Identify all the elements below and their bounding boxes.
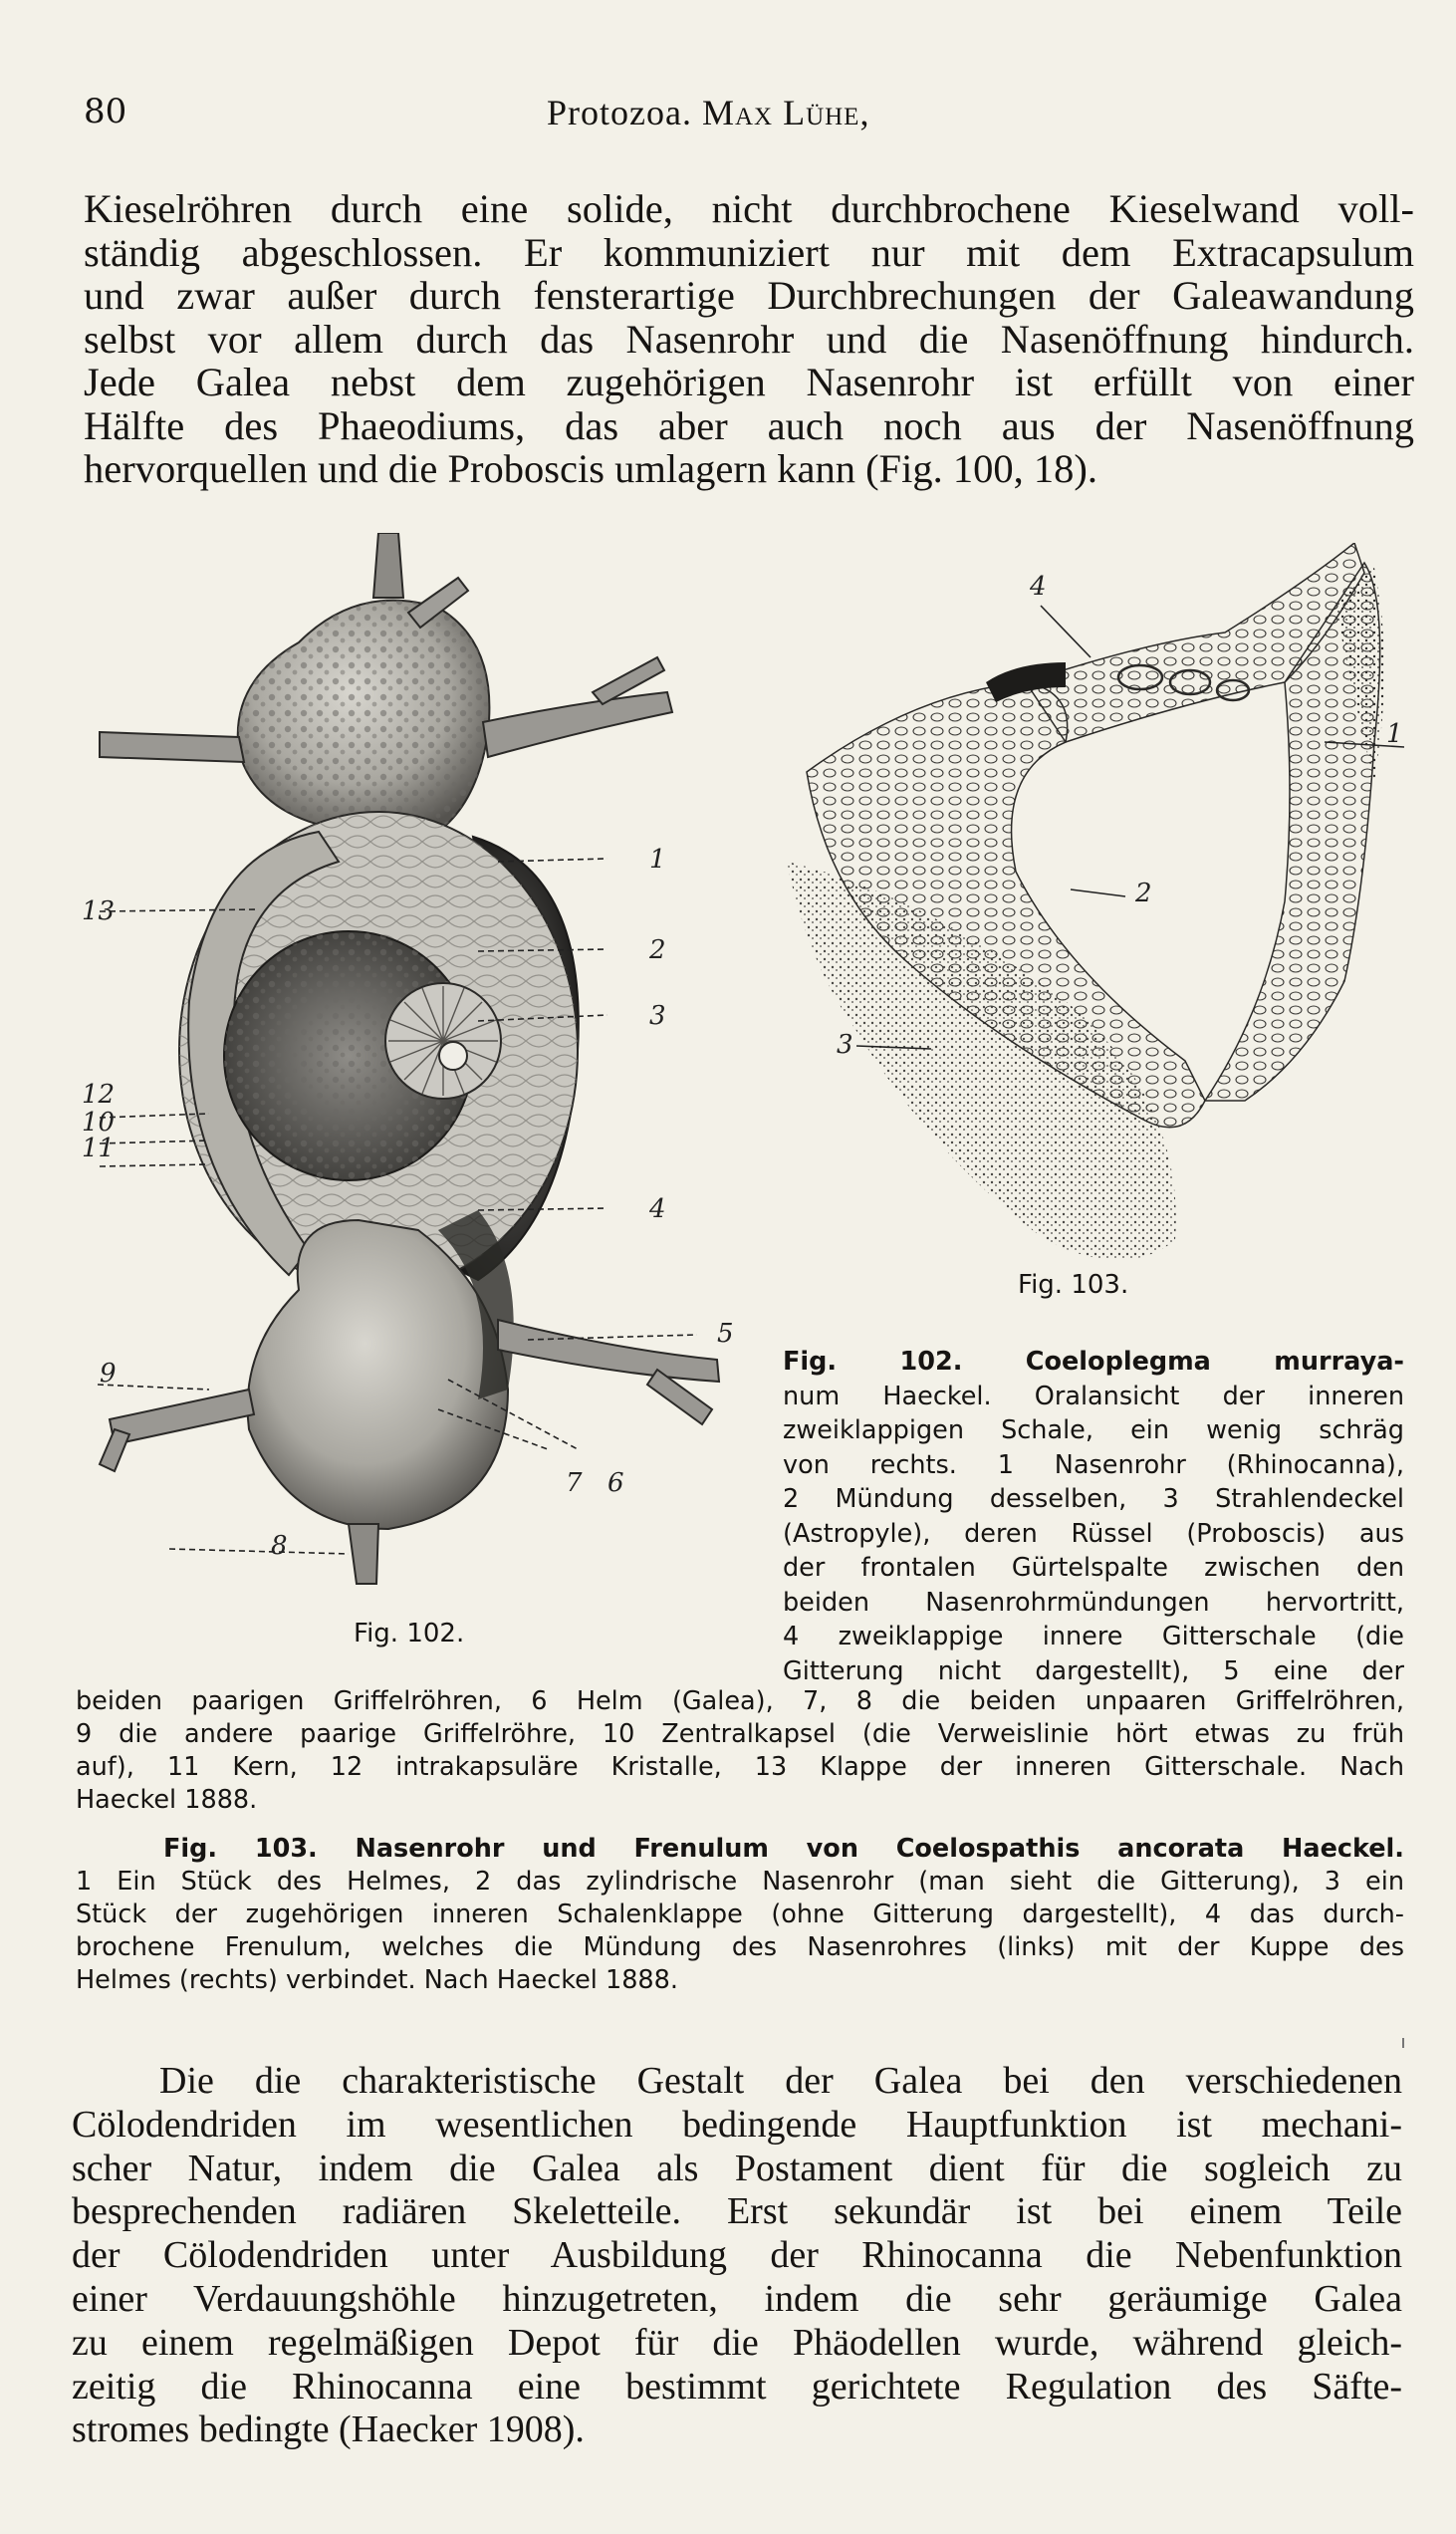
fig102-callout: 13 [82, 896, 116, 926]
fig102-callout: 9 [100, 1359, 117, 1389]
text-line: Cölodendriden im wesentlichen bedingende Hauptfunktion ist mechani- [72, 2103, 1402, 2146]
caption-line: zweiklappigen Schale, ein wenig schräg [783, 1415, 1404, 1445]
fig102-callout: 8 [271, 1531, 288, 1561]
figure-102-illustration [60, 533, 777, 1658]
caption-line [76, 1833, 1404, 1866]
caption-line: beiden paarigen Griffelröhren, 6 Helm (Galea), 7, 8 die beiden unpaaren Griffelröhren, [76, 1686, 1404, 1716]
text-line: Jede Galea nebst dem zugehörigen Nasenrohr ist erfüllt von einer [84, 360, 1414, 404]
caption-line [783, 1345, 1404, 1380]
margin-mark [1402, 2038, 1404, 2048]
caption-line: 9 die andere paarige Griffelröhre, 10 Zentralkapsel (die Verweislinie hört etwas zu früh [76, 1719, 1404, 1749]
caption-line: Haeckel 1888. [76, 1785, 258, 1815]
fig103-callout: 4 [1030, 572, 1047, 602]
text-line: einer Verdauungshöhle hinzugetreten, indem die sehr geräumige Galea [72, 2277, 1402, 2320]
caption-line: von rechts. 1 Nasenrohr (Rhinocanna), [783, 1449, 1404, 1480]
caption-figure-102-continuation [76, 1685, 1404, 1817]
text-line: stromes bedingte (Haecker 1908). [72, 2408, 585, 2451]
caption-line: 4 zweiklappige innere Gitterschale (die [783, 1622, 1404, 1651]
running-title-section: Protozoa. [547, 93, 692, 132]
caption-line: der frontalen Gürtelspalte zwischen den [783, 1553, 1404, 1583]
caption-title: Fig. 102. Coeloplegma murraya- [783, 1347, 1404, 1377]
text-line: ständig abgeschlossen. Er kommuniziert nur mit dem Extracapsulum [84, 229, 1414, 275]
fig102-callout: 12 [82, 1080, 116, 1110]
fig103-callout: 3 [837, 1030, 853, 1060]
running-head [84, 92, 1396, 141]
running-title-author: Max Lühe, [701, 93, 870, 132]
caption-line: num Haeckel. Oralansicht der inneren [783, 1381, 1404, 1411]
caption-line: (Astropyle), deren Rüssel (Proboscis) aus [783, 1518, 1404, 1549]
fig102-callout: 4 [649, 1194, 666, 1224]
page-number: 80 [84, 92, 127, 131]
text-line: zeitig die Rhinocanna eine bestimmt gerichtete Regulation des Säfte- [72, 2365, 1402, 2407]
text-line: besprechenden radiären Skeletteile. Erst sekundär ist bei einem Teile [72, 2190, 1402, 2233]
fig103-callout: 2 [1135, 879, 1152, 908]
caption-title: Fig. 103. Nasenrohr und Frenulum von Coelospathis ancorata Haeckel. [163, 1834, 1404, 1864]
fig102-callout: 2 [649, 935, 666, 965]
caption-line: auf), 11 Kern, 12 intrakapsuläre Kristalle, 13 Klappe der inneren Gitterschale. Nach [76, 1752, 1404, 1782]
text-line: scher Natur, indem die Galea als Postament dient für die sogleich zu [72, 2147, 1402, 2189]
text-line: der Cölodendriden unter Ausbildung der Rhinocanna die Nebenfunktion [72, 2234, 1402, 2277]
top-paragraph [84, 187, 1414, 491]
caption-figure-103 [76, 1833, 1404, 1997]
text-line: Kieselröhren durch eine solide, nicht durchbrochene Kieselwand voll- [84, 186, 1414, 231]
caption-line: Helmes (rechts) verbindet. Nach Haeckel 1888. [76, 1965, 678, 1995]
caption-figure-102 [783, 1345, 1404, 1688]
caption-line: beiden Nasenrohrmündungen hervortritt, [783, 1587, 1404, 1618]
text-line: Die die charakteristische Gestalt der Galea bei den verschiedenen [159, 2060, 1402, 2102]
caption-line: 1 Ein Stück des Helmes, 2 das zylindrische Nasenrohr (man sieht die Gitterung), 3 ein [76, 1867, 1404, 1897]
fig102-callout: 10 [82, 1108, 116, 1138]
fig102-callout: 1 [649, 845, 666, 875]
fig103-callout: 1 [1386, 719, 1403, 749]
running-title [547, 92, 869, 133]
figure-103-illustration [767, 543, 1404, 1310]
text-line: und zwar außer durch fensterartige Durchbrechungen der Galeawandung [84, 273, 1414, 318]
caption-line: 2 Mündung desselben, 3 Strahlendeckel [783, 1484, 1404, 1514]
text-line: hervorquellen und die Proboscis umlagern kann (Fig. 100, 18). [84, 446, 1097, 491]
text-line: Hälfte des Phaeodiums, das aber auch noch aus der Nasenöffnung [84, 402, 1414, 448]
fig102-callout: 3 [649, 1001, 666, 1031]
fig102-callout: 5 [717, 1319, 734, 1349]
caption-line: brochene Frenulum, welches die Mündung des Nasenrohres (links) mit der Kuppe des [76, 1932, 1404, 1962]
figure-102-label: Fig. 102. [354, 1619, 465, 1648]
caption-line: Stück der zugehörigen inneren Schalenklappe (ohne Gitterung dargestellt), 4 das durch- [76, 1900, 1404, 1929]
fig102-callout: 11 [82, 1134, 116, 1163]
bottom-paragraph [72, 2060, 1402, 2452]
figure-103-label: Fig. 103. [1018, 1270, 1129, 1300]
fig102-callout: 7 [566, 1468, 583, 1498]
caption-line: Gitterung nicht dargestellt), 5 eine der [783, 1655, 1404, 1686]
text-line: selbst vor allem durch das Nasenrohr und die Nasenöffnung hindurch. [84, 316, 1414, 362]
text-line: zu einem regelmäßigen Depot für die Phäodellen wurde, während gleich- [72, 2321, 1402, 2364]
fig102-callout: 6 [607, 1468, 624, 1498]
